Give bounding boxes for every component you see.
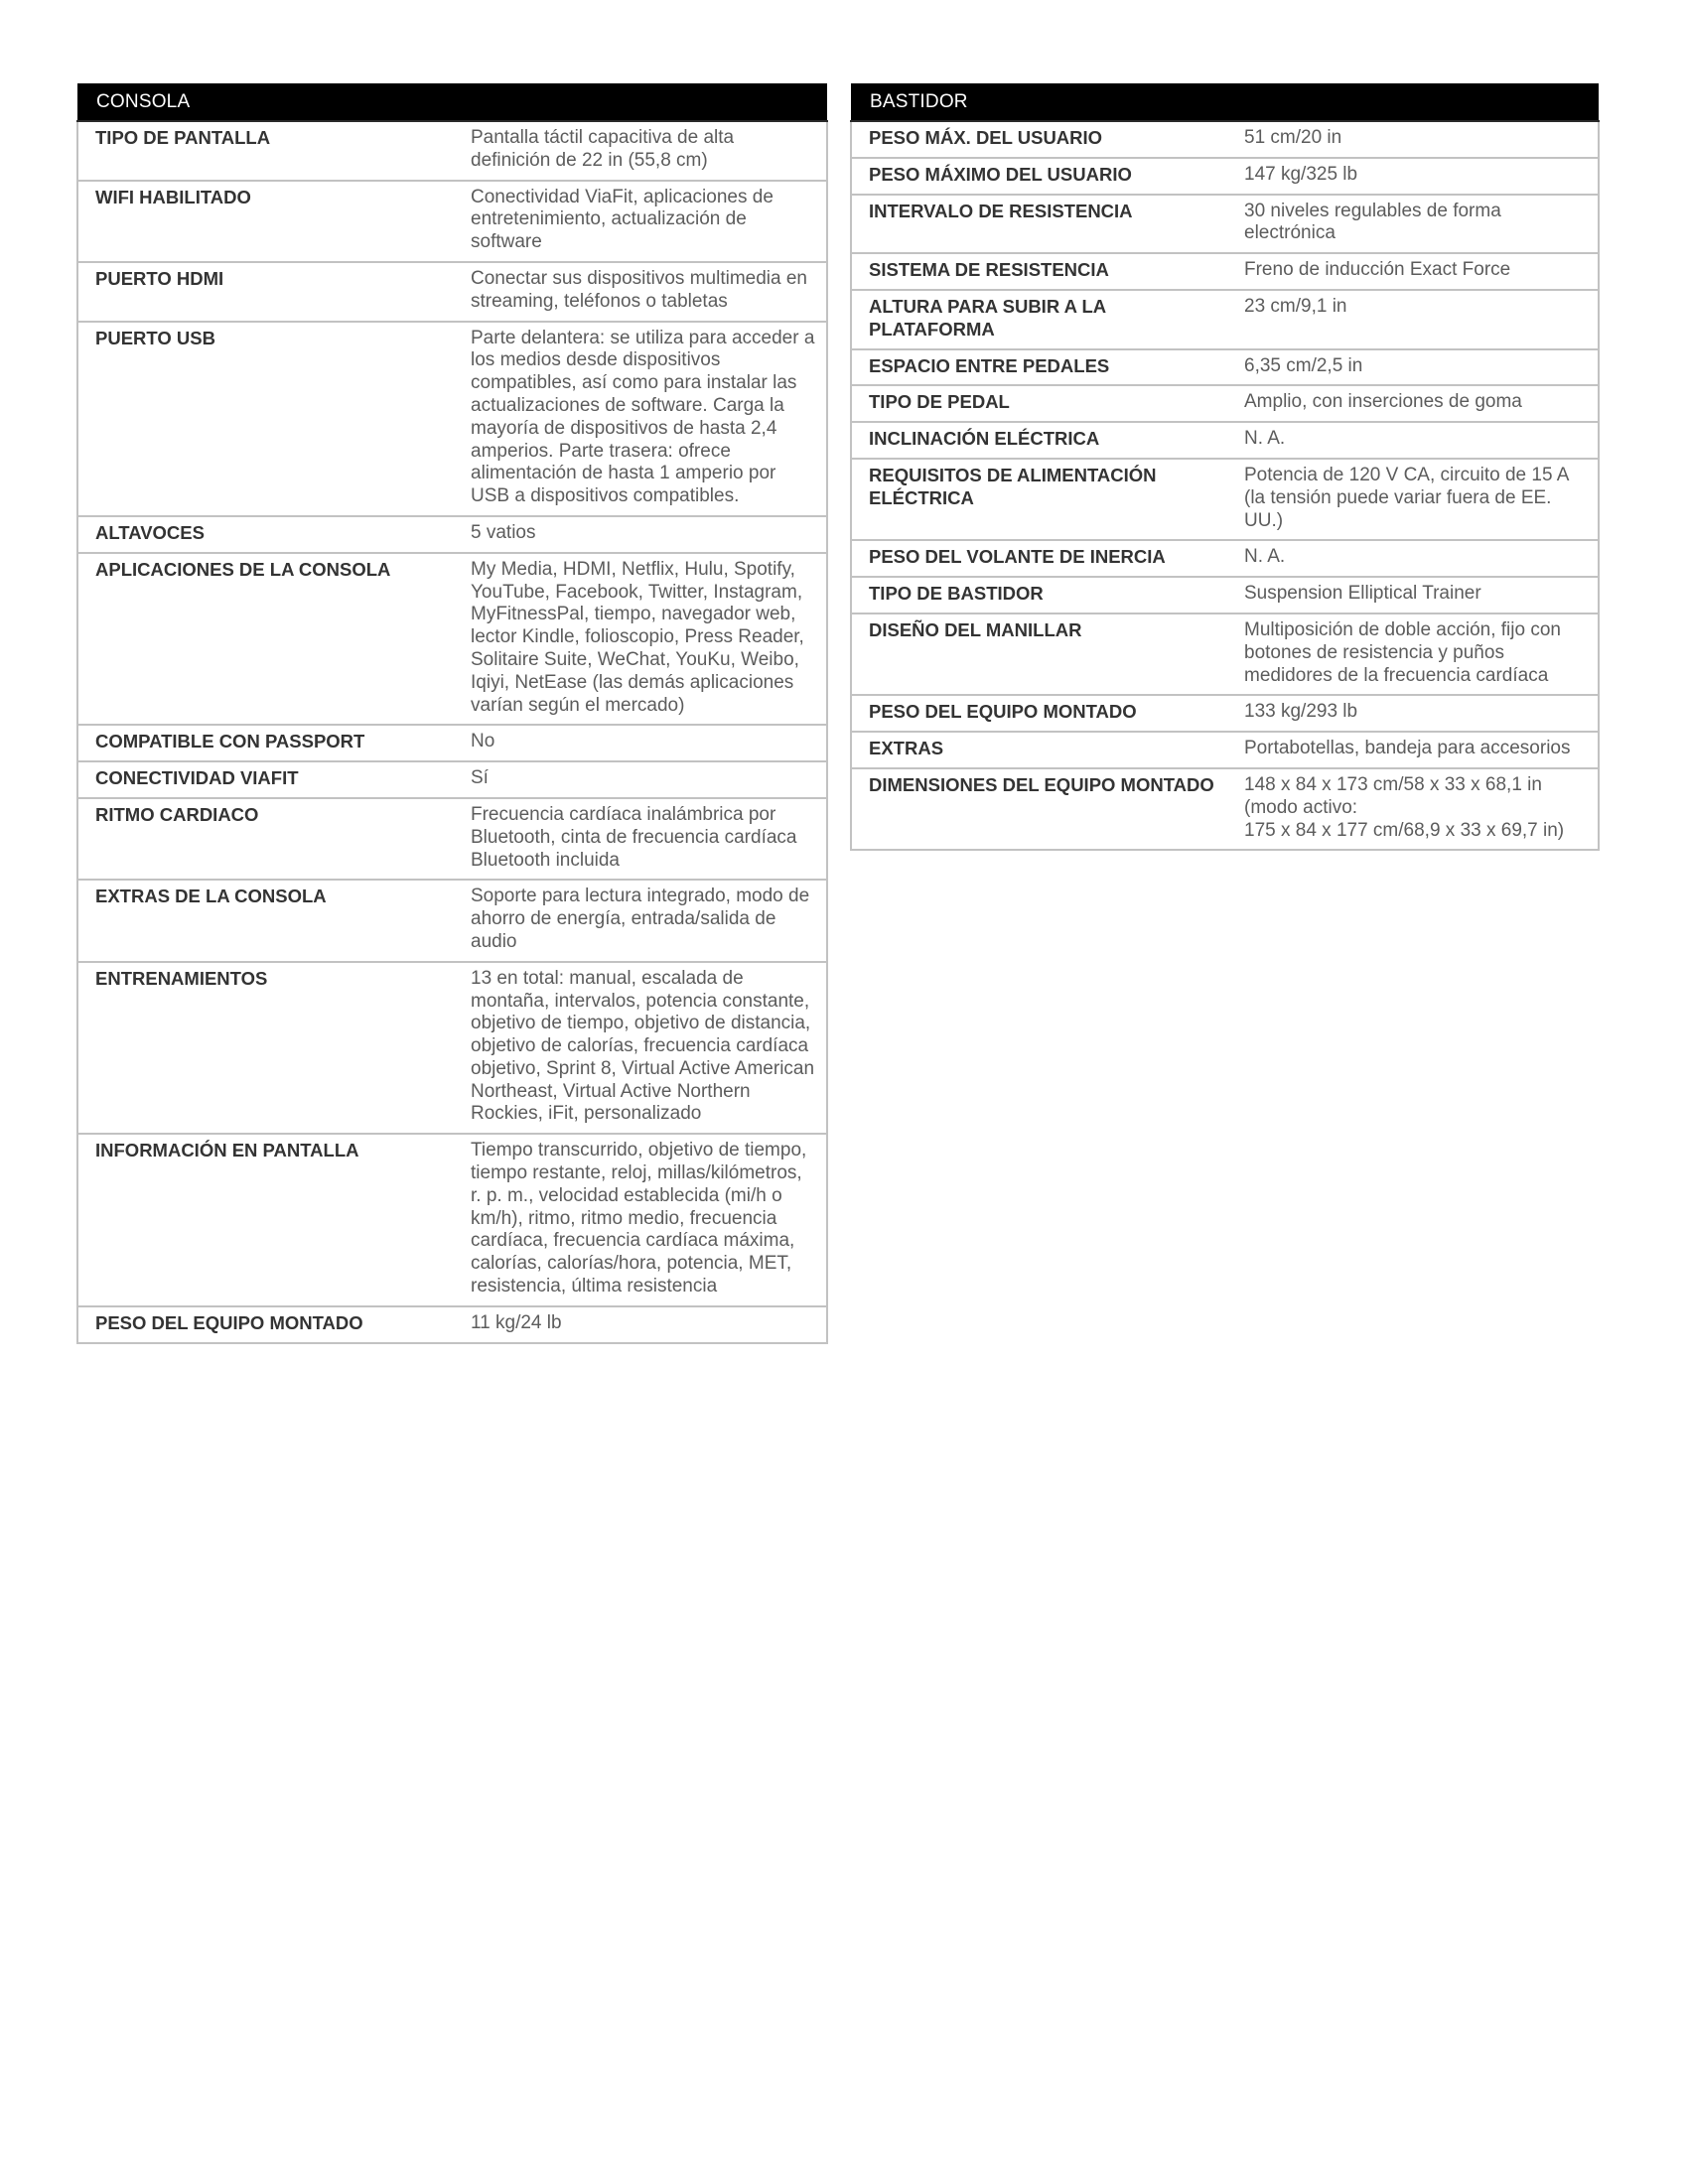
spec-row (77, 322, 827, 516)
spec-row (851, 195, 1599, 254)
spec-row (851, 732, 1599, 768)
spec-label: PESO MÁXIMO DEL USUARIO (851, 158, 1242, 195)
bastidor-spec-table (850, 83, 1600, 851)
spec-row (851, 253, 1599, 290)
bastidor-section-title: BASTIDOR (851, 83, 1599, 121)
spec-value: 133 kg/293 lb (1242, 695, 1599, 732)
spec-value: Soporte para lectura integrado, modo de ahorro de energía, entrada/salida de audio (469, 880, 827, 961)
spec-value: Portabotellas, bandeja para accesorios (1242, 732, 1599, 768)
bastidor-rows (851, 121, 1599, 850)
spec-row (77, 516, 827, 553)
consola-section-title: CONSOLA (77, 83, 827, 121)
spec-row (851, 540, 1599, 577)
spec-value: N. A. (1242, 422, 1599, 459)
spec-label: INTERVALO DE RESISTENCIA (851, 195, 1242, 254)
spec-label: PESO MÁX. DEL USUARIO (851, 121, 1242, 158)
spec-row (851, 768, 1599, 850)
spec-value: No (469, 725, 827, 761)
spec-value: 148 x 84 x 173 cm/58 x 33 x 68,1 in (modo activo: 175 x 84 x 177 cm/68,9 x 33 x 69,7 in) (1242, 768, 1599, 850)
spec-label: DIMENSIONES DEL EQUIPO MONTADO (851, 768, 1242, 850)
spec-value: Parte delantera: se utiliza para acceder a los medios desde dispositivos compatibles, así como para instalar las actualizaciones de software. Carga la mayoría de dispositivos de hasta 2,4 amperios. Parte trasera: ofrece alimentación de hasta 1 amperio por USB a dispositivos compatibles. (469, 322, 827, 516)
spec-value: Multiposición de doble acción, fijo con botones de resistencia y puños medidores de la frecuencia cardíaca (1242, 614, 1599, 695)
spec-label: ENTRENAMIENTOS (77, 962, 469, 1135)
spec-row (851, 385, 1599, 422)
spec-label: PUERTO USB (77, 322, 469, 516)
spec-label: PESO DEL EQUIPO MONTADO (851, 695, 1242, 732)
consola-spec-table (76, 83, 828, 1344)
spec-label: WIFI HABILITADO (77, 181, 469, 262)
spec-label: ALTAVOCES (77, 516, 469, 553)
spec-value: 11 kg/24 lb (469, 1306, 827, 1343)
spec-label: APLICACIONES DE LA CONSOLA (77, 553, 469, 726)
spec-label: INFORMACIÓN EN PANTALLA (77, 1134, 469, 1306)
spec-row (851, 121, 1599, 158)
spec-label: PUERTO HDMI (77, 262, 469, 322)
spec-value: 6,35 cm/2,5 in (1242, 349, 1599, 386)
spec-value: Freno de inducción Exact Force (1242, 253, 1599, 290)
spec-value: 23 cm/9,1 in (1242, 290, 1599, 349)
spec-label: PESO DEL VOLANTE DE INERCIA (851, 540, 1242, 577)
consola-rows (77, 121, 827, 1343)
spec-value: 147 kg/325 lb (1242, 158, 1599, 195)
spec-row (851, 158, 1599, 195)
spec-value: Sí (469, 761, 827, 798)
spec-row (77, 1306, 827, 1343)
spec-row (77, 761, 827, 798)
spec-value: My Media, HDMI, Netflix, Hulu, Spotify, YouTube, Facebook, Twitter, Instagram, MyFitnessPal, tiempo, navegador web, lector Kindle, folioscopio, Press Reader, Solitaire Suite, WeChat, YouKu, Weibo, Iqiyi, NetEase (las demás aplicaciones varían según el mercado) (469, 553, 827, 726)
spec-row (851, 695, 1599, 732)
spec-value: 5 vatios (469, 516, 827, 553)
spec-label: ESPACIO ENTRE PEDALES (851, 349, 1242, 386)
spec-row (77, 121, 827, 181)
spec-row (77, 962, 827, 1135)
spec-row (77, 553, 827, 726)
bastidor-header-row (851, 83, 1599, 121)
spec-row (851, 290, 1599, 349)
spec-value: 30 niveles regulables de forma electrónica (1242, 195, 1599, 254)
spec-value: Amplio, con inserciones de goma (1242, 385, 1599, 422)
spec-value: N. A. (1242, 540, 1599, 577)
spec-label: INCLINACIÓN ELÉCTRICA (851, 422, 1242, 459)
spec-row (77, 181, 827, 262)
spec-value: Conectividad ViaFit, aplicaciones de entretenimiento, actualización de software (469, 181, 827, 262)
spec-row (851, 349, 1599, 386)
spec-label: ALTURA PARA SUBIR A LA PLATAFORMA (851, 290, 1242, 349)
spec-label: TIPO DE PANTALLA (77, 121, 469, 181)
spec-label: REQUISITOS DE ALIMENTACIÓN ELÉCTRICA (851, 459, 1242, 540)
spec-label: EXTRAS (851, 732, 1242, 768)
spec-value: Pantalla táctil capacitiva de alta definición de 22 in (55,8 cm) (469, 121, 827, 181)
spec-label: COMPATIBLE CON PASSPORT (77, 725, 469, 761)
spec-row (851, 577, 1599, 614)
spec-value: Conectar sus dispositivos multimedia en streaming, teléfonos o tabletas (469, 262, 827, 322)
spec-row (77, 262, 827, 322)
spec-value: Suspension Elliptical Trainer (1242, 577, 1599, 614)
spec-label: TIPO DE BASTIDOR (851, 577, 1242, 614)
spec-row (77, 725, 827, 761)
spec-row (77, 798, 827, 880)
spec-row (77, 880, 827, 961)
spec-label: RITMO CARDIACO (77, 798, 469, 880)
spec-label: SISTEMA DE RESISTENCIA (851, 253, 1242, 290)
spec-label: CONECTIVIDAD VIAFIT (77, 761, 469, 798)
spec-value: 13 en total: manual, escalada de montaña, intervalos, potencia constante, objetivo de tiempo, objetivo de distancia, objetivo de calorías, frecuencia cardíaca objetivo, Sprint 8, Virtual Active American Northeast, Virtual Active Northern Rockies, iFit, personalizado (469, 962, 827, 1135)
spec-label: TIPO DE PEDAL (851, 385, 1242, 422)
spec-row (77, 1134, 827, 1306)
spec-row (851, 614, 1599, 695)
spec-label: DISEÑO DEL MANILLAR (851, 614, 1242, 695)
spec-label: EXTRAS DE LA CONSOLA (77, 880, 469, 961)
spec-value: Potencia de 120 V CA, circuito de 15 A (la tensión puede variar fuera de EE. UU.) (1242, 459, 1599, 540)
spec-row (851, 422, 1599, 459)
spec-value: Tiempo transcurrido, objetivo de tiempo, tiempo restante, reloj, millas/kilómetros, r. p. m., velocidad establecida (mi/h o km/h), ritmo, ritmo medio, frecuencia cardíaca, frecuencia cardíaca máxima, calorías, calorías/hora, potencia, MET, resistencia, última resistencia (469, 1134, 827, 1306)
spec-label: PESO DEL EQUIPO MONTADO (77, 1306, 469, 1343)
spec-value: Frecuencia cardíaca inalámbrica por Bluetooth, cinta de frecuencia cardíaca Bluetooth incluida (469, 798, 827, 880)
consola-header-row (77, 83, 827, 121)
spec-row (851, 459, 1599, 540)
spec-value: 51 cm/20 in (1242, 121, 1599, 158)
